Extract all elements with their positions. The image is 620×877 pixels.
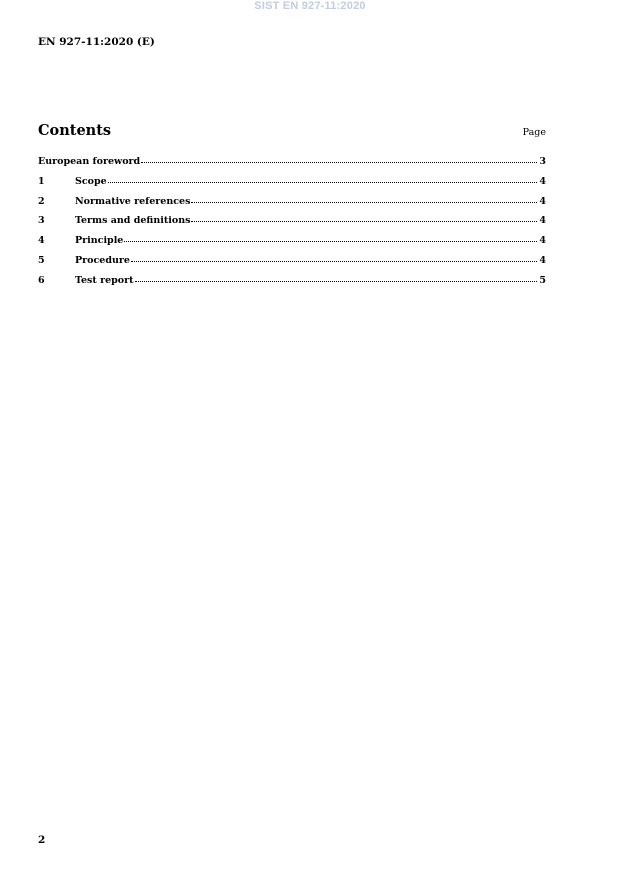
toc-entry-page: 5 — [539, 274, 546, 286]
toc-entry-page: 4 — [539, 175, 546, 187]
toc-entry-page: 3 — [539, 156, 546, 167]
toc-entry-title: Terms and definitions — [75, 215, 191, 227]
toc-entry-page: 4 — [539, 195, 546, 207]
toc-leader-dots — [141, 162, 537, 163]
toc-leader-dots — [131, 261, 537, 262]
toc-entry-number: 4 — [38, 235, 45, 247]
toc-leader-dots — [191, 221, 537, 222]
watermark-text: SIST EN 927-11:2020 — [254, 0, 366, 12]
toc-leader-dots — [191, 202, 537, 203]
toc-entry-scope[interactable] — [38, 176, 546, 196]
toc-entry-title: Scope — [75, 175, 107, 187]
toc-entry-principle[interactable] — [38, 235, 546, 255]
toc-entry-title: European foreword — [38, 156, 141, 167]
toc-entry-title: Procedure — [75, 254, 130, 266]
toc-entry-terms-and-definitions[interactable] — [38, 215, 546, 235]
toc-entry-page: 4 — [539, 254, 546, 266]
toc-entry-normative-references[interactable] — [38, 196, 546, 216]
page-number: 2 — [38, 834, 46, 846]
toc-entry-title: Test report — [75, 274, 134, 286]
toc-entry-number: 5 — [38, 254, 45, 266]
contents-heading: Contents — [38, 122, 112, 139]
table-of-contents — [38, 156, 546, 295]
toc-entry-title: Normative references — [75, 195, 191, 207]
toc-leader-dots — [108, 182, 538, 183]
page-column-label: Page — [522, 127, 546, 138]
toc-entry-european-foreword[interactable] — [38, 156, 546, 176]
toc-entry-page: 4 — [539, 235, 546, 247]
toc-entry-test-report[interactable] — [38, 275, 546, 295]
toc-entry-number: 2 — [38, 195, 45, 207]
toc-leader-dots — [124, 241, 537, 242]
toc-entry-number: 1 — [38, 175, 45, 187]
toc-entry-procedure[interactable] — [38, 255, 546, 275]
document-id: EN 927-11:2020 (E) — [38, 36, 155, 48]
toc-entry-number: 6 — [38, 274, 45, 286]
toc-entry-number: 3 — [38, 215, 45, 227]
toc-leader-dots — [135, 281, 538, 282]
toc-entry-page: 4 — [539, 215, 546, 227]
toc-entry-title: Principle — [75, 235, 124, 247]
